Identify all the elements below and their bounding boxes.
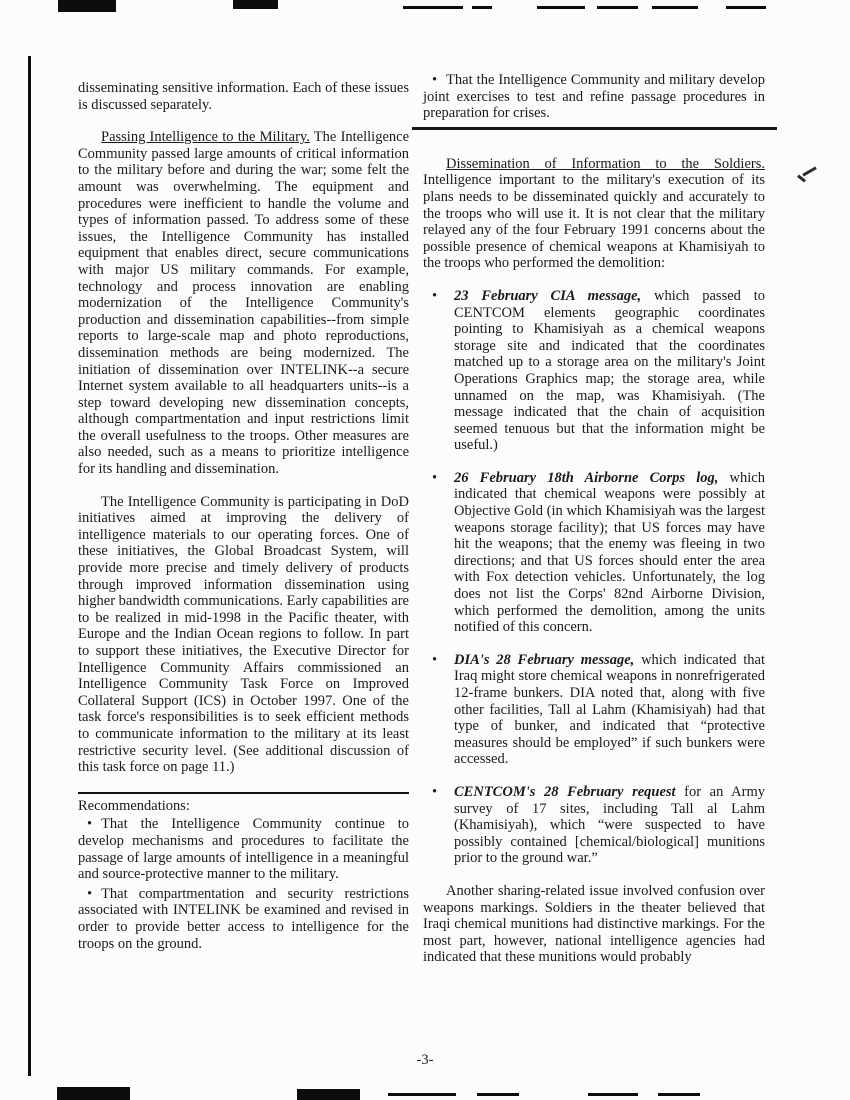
recommendations-section xyxy=(78,792,409,952)
scan-artifact-dash xyxy=(588,1093,638,1096)
scan-artifact-dash xyxy=(658,1093,700,1096)
bullet-icon: • xyxy=(432,651,438,668)
recommendation-text: That the Intelligence Community and military develop joint exercises to test and refine passage procedures in preparation for crises. xyxy=(423,72,765,122)
list-item-airborne-log xyxy=(423,470,765,636)
scan-artifact-dash xyxy=(477,1093,519,1096)
scan-artifact-dash xyxy=(388,1093,456,1096)
scan-artifact-dash xyxy=(652,6,698,9)
page-number: -3- xyxy=(416,1052,434,1068)
scan-artifact-vertical-bar xyxy=(28,56,31,1076)
scan-artifact-dash xyxy=(726,6,766,9)
bullet-icon: • xyxy=(432,469,438,486)
section-heading: Dissemination of Information to the Soldiers. xyxy=(446,155,765,172)
bullet-icon: • xyxy=(432,287,438,304)
bullet-lead: 23 February CIA message, xyxy=(454,287,642,304)
recommendation-text: That compartmentation and security restrictions associated with INTELINK be examined and revised in order to provide better access to intelligence for the troops on the ground. xyxy=(78,885,409,952)
bullet-lead: 26 February 18th Airborne Corps log, xyxy=(454,469,719,486)
scan-artifact-dash xyxy=(472,6,492,9)
section-body-text: The Intelligence Community passed large amounts of critical information to the military before and during the war; some felt the amount was overwhelming. The equipment and procedures were inefficient to handle the volume and types of information passed. To address some of these issues, the Intelligence Community has installed equipment that enables direct, secure communications with major US military commands. For example, technology and process innovation are enabling modernization of the Intelligence Community's production and dissemination capabilities--from simple reports to large-scale map and photo reproductions, dissemination methods are being modernized. The initiation of dissemination over INTELINK--a secure Internet system available to all headquarters units--is a step toward developing new dissemination concepts, although compartmentation and input restrictions limit the overall usefulness to the troops. Other measures are also needed, such as a means to prioritize intelligence for its handling and dissemination. xyxy=(78,129,410,478)
scan-artifact-bar xyxy=(233,0,278,9)
recommendation-text: That the Intelligence Community continue to develop mechanisms and procedures to facilitate the passage of large amounts of intelligence in a meaningful and source-protective manner to the military. xyxy=(78,816,409,883)
right-column xyxy=(423,72,765,982)
list-item-cia-message xyxy=(423,288,765,454)
paragraph-continuation: disseminating sensitive information. Each of these issues is discussed separately. xyxy=(78,80,409,113)
paragraph-weapons-markings: Another sharing-related issue involved confusion over weapons markings. Soldiers in the theater believed that Iraqi chemical munitions had distinctive markings. For the most part, however, national intelligence agencies had indicated that these munitions would probably xyxy=(423,882,765,966)
bullet-text: which indicated that chemical weapons were possibly at Objective Gold (in which Khamisiyah was the largest weapons storage facility); that US forces may have hit the weapons; that the enemy was fleeing in two directions; and that US forces should enter the area with Fox detection vehicles. Unfortunately, the log does not list the Corps' 82nd Airborne Division, which performed the demolition, among the units notified of this concern. xyxy=(454,469,766,636)
pen-check-mark xyxy=(802,166,816,176)
section-passing-intelligence xyxy=(78,129,409,477)
bullet-icon: • xyxy=(87,816,93,833)
scan-artifact-bar xyxy=(57,1087,130,1100)
bullet-text: for an Army survey of 17 sites, including Tall al Lahm (Khamisiyah), which “were suspected to have possibly contained [chemical/biological] munitions prior to the ground war.” xyxy=(454,783,765,867)
bullet-text: which passed to CENTCOM elements geographic coordinates pointing to Khamisiyah as a chemical weapons storage site and indicated that the coordinates matched up to a storage area on the military's Joint Operations Graphics map; the storage area, while unnamed on the map, was Khamisiyah. (The message indicated that the chain of acquisition seemed tenuous but that the information might be useful.) xyxy=(454,287,766,454)
scan-artifact-dash xyxy=(597,6,638,9)
list-item-dia-message xyxy=(423,652,765,768)
bullet-icon: • xyxy=(87,885,93,902)
paragraph-dod-initiatives: The Intelligence Community is participating in DoD initiatives aimed at improving the delivery of intelligence materials to our operating forces. One of these initiatives, the Global Broadcast System, will provide more precise and timely delivery of products through improved information dissemination using higher bandwidth communications. Early capabilities are to be realized in mid-1998 in the Pacific theater, with Europe and the Indian Ocean regions to follow. In part to support these initiatives, the Executive Director for Intelligence Community Affairs commissioned an Intelligence Community Task Force on Improved Collateral Support (ICS) in October 1997. One of the task force's responsibilities is to seek efficient methods to communicate information to the military at its least restrictive security level. (See additional discussion of this task force on page 11.) xyxy=(78,493,409,776)
scan-artifact-bar xyxy=(297,1089,360,1100)
scan-artifact-bar xyxy=(58,0,116,12)
scan-artifact-dash xyxy=(537,6,585,9)
bullet-icon: • xyxy=(432,783,438,800)
left-column xyxy=(78,80,409,955)
bullet-text: which indicated that Iraq might store chemical weapons in nonrefrigerated 12-frame bunkers. DIA noted that, along with five other facilities, Tall al Lahm (Khamisiyah) had that type of bunker, and indicated that “protective measures should be employed” if such bunkers were accessed. xyxy=(454,651,765,768)
scan-artifact-dash xyxy=(403,6,463,9)
recommendation-item-top xyxy=(423,72,765,122)
section-dissemination xyxy=(423,156,765,272)
section-heading: Passing Intelligence to the Military. xyxy=(101,129,310,146)
bullet-lead: DIA's 28 February message, xyxy=(454,651,635,668)
bullet-icon: • xyxy=(432,72,438,88)
bullet-lead: CENTCOM's 28 February request xyxy=(454,783,676,800)
recommendations-title: Recommendations: xyxy=(78,797,190,814)
section-body-text: Intelligence important to the military's execution of its plans needs to be disseminated quickly and accurately to the troops who will use it. It is not clear that the military relayed any of the four February 1991 concerns about the possible presence of chemical weapons at Khamisiyah to the troops who performed the demolition: xyxy=(423,172,765,272)
recommendation-item xyxy=(78,816,409,882)
list-item-centcom-request xyxy=(423,784,765,867)
recommendation-item xyxy=(78,886,409,952)
section-divider xyxy=(412,127,777,130)
